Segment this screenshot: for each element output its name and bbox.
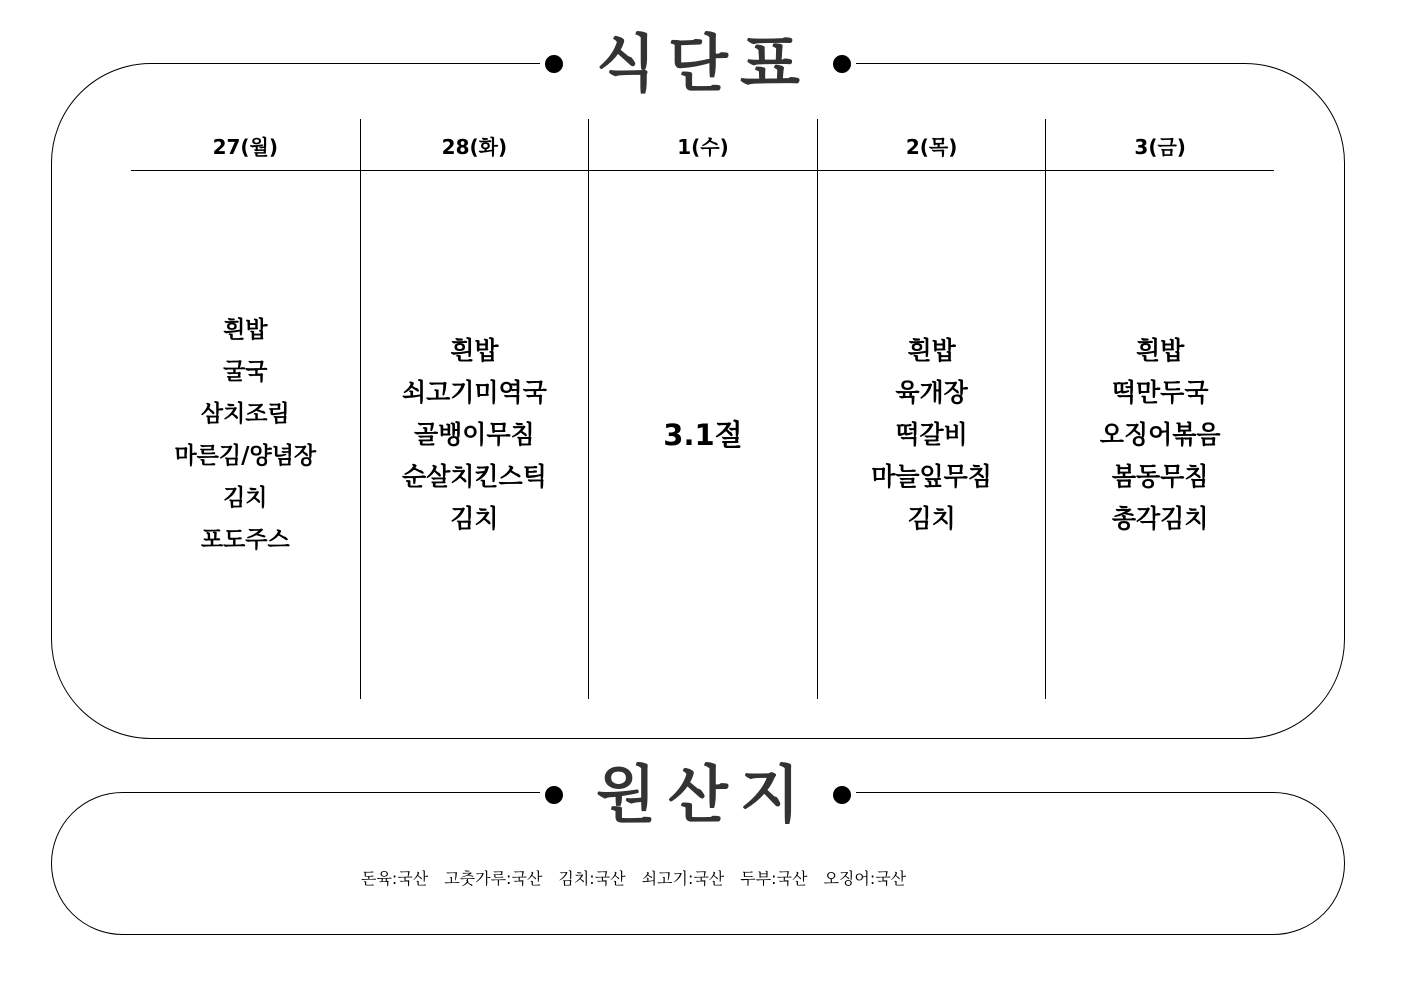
dish-item: 육개장: [895, 378, 968, 407]
day-header: 1(수): [677, 135, 729, 159]
dish-item: 김치: [907, 504, 956, 533]
menu-title: 식단표: [596, 27, 812, 100]
dish-item: 마른김/양념장: [174, 443, 317, 469]
day-column-tue: [360, 119, 589, 699]
origin-title-block: [540, 755, 856, 835]
dish-list: [818, 171, 1046, 699]
title-dot-right: [833, 786, 851, 804]
day-header: 28(화): [441, 135, 508, 159]
title-dot-left: [545, 55, 563, 73]
day-header: 27(월): [212, 135, 279, 159]
dish-item: 쇠고기미역국: [401, 378, 547, 407]
menu-table: [131, 119, 1274, 699]
origin-title: 원산지: [596, 758, 812, 831]
menu-title-block: [540, 24, 856, 104]
day-column-mon: [131, 119, 360, 699]
origin-item: 두부:국산: [740, 869, 808, 888]
dish-item: 흰밥: [907, 336, 956, 365]
title-dot-right: [833, 55, 851, 73]
origin-item: 고춧가루:국산: [444, 869, 543, 888]
dish-item: 골뱅이무침: [414, 420, 535, 449]
dish-item: 총각김치: [1111, 504, 1209, 533]
dish-list: [1046, 171, 1274, 699]
day-column-thu: [817, 119, 1046, 699]
dish-item: 순살치킨스틱: [401, 462, 547, 491]
dish-item: 김치: [223, 485, 268, 511]
origin-item: 오징어:국산: [823, 869, 907, 888]
dish-item: 봄동무침: [1111, 462, 1209, 491]
dish-list: [589, 171, 817, 699]
origin-list: [361, 866, 906, 892]
title-dot-left: [545, 786, 563, 804]
dish-item: 김치: [450, 504, 499, 533]
dish-item: 떡만두국: [1111, 378, 1209, 407]
dish-list: [131, 171, 360, 699]
day-column-fri: [1045, 119, 1274, 699]
dish-list: [361, 171, 589, 699]
holiday-label: 3.1절: [663, 418, 743, 452]
origin-item: 쇠고기:국산: [641, 869, 725, 888]
dish-item: 흰밥: [450, 336, 499, 365]
origin-item: 돈육:국산: [361, 869, 429, 888]
day-header: 2(목): [905, 135, 958, 159]
dish-item: 포도주스: [200, 527, 290, 553]
day-column-wed: [588, 119, 817, 699]
dish-item: 마늘잎무침: [871, 462, 992, 491]
dish-item: 삼치조림: [200, 401, 290, 427]
dish-item: 흰밥: [223, 317, 268, 343]
dish-item: 흰밥: [1136, 336, 1185, 365]
origin-item: 김치:국산: [558, 869, 626, 888]
dish-item: 오징어볶음: [1099, 420, 1221, 449]
dish-item: 떡갈비: [895, 420, 968, 449]
dish-item: 굴국: [223, 359, 268, 385]
day-header: 3(금): [1134, 135, 1186, 159]
